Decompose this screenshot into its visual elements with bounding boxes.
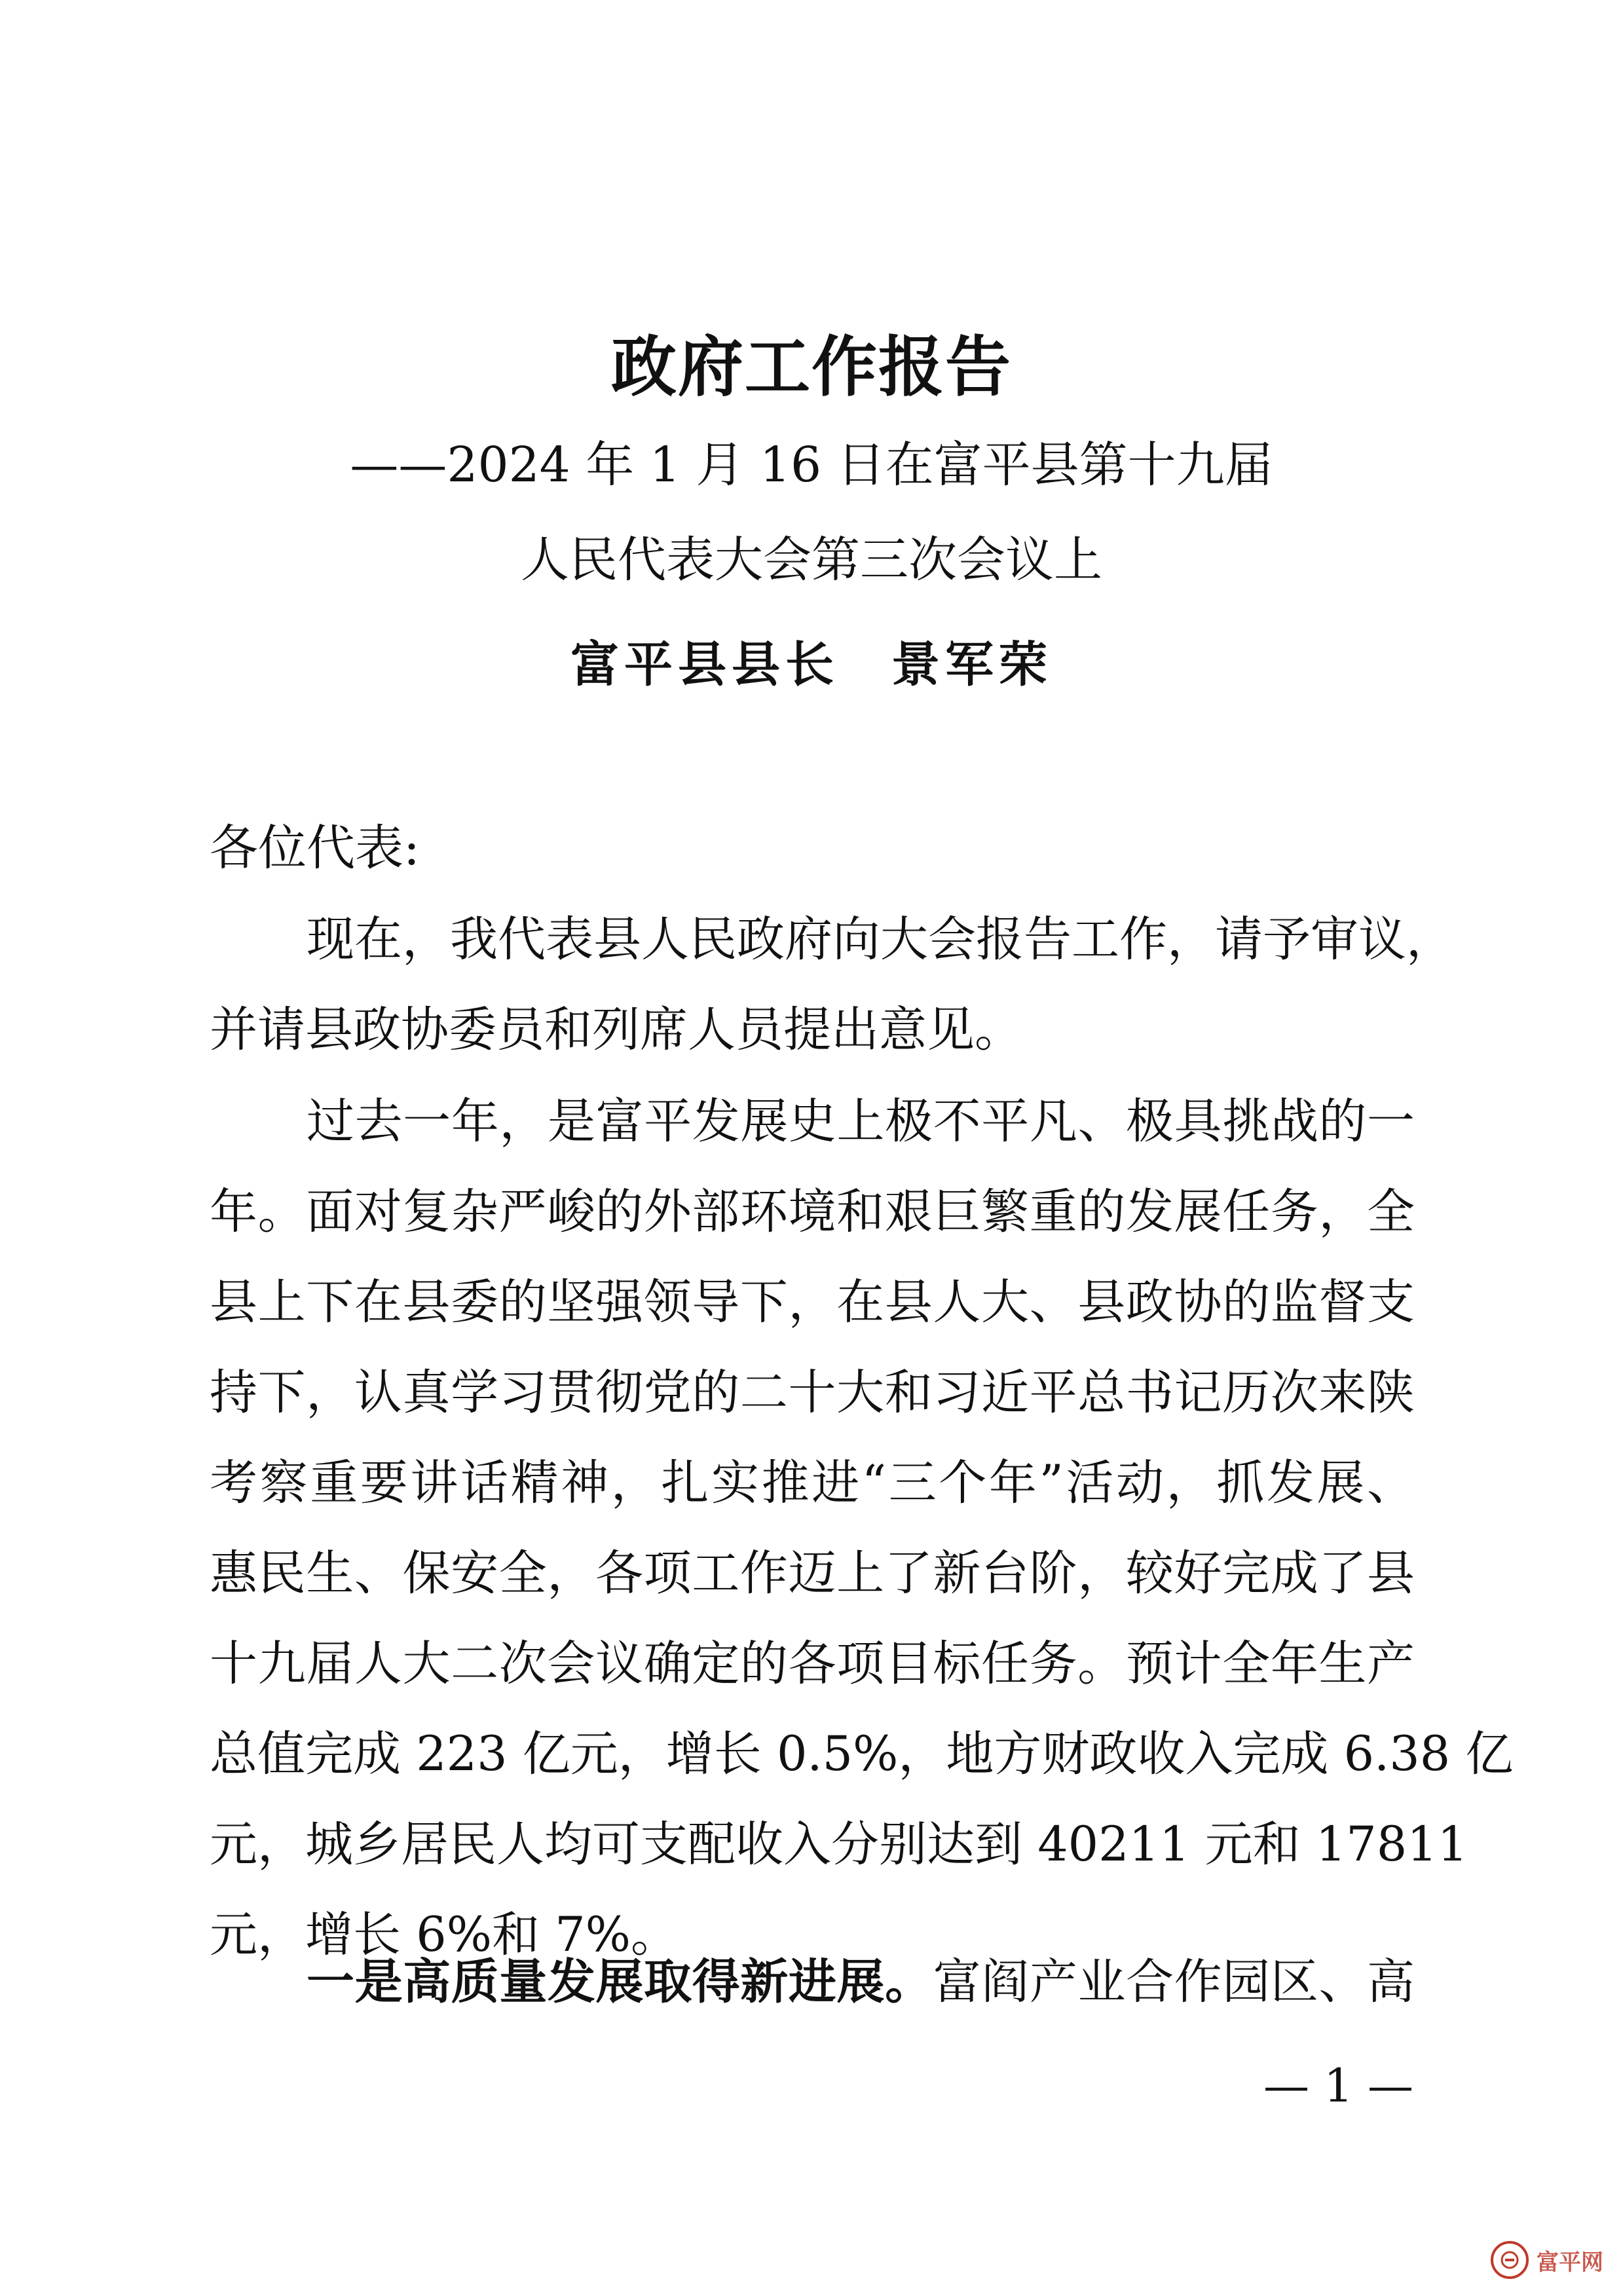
paragraph-line: 持下，认真学习贯彻党的二十大和习近平总书记历次来陕 xyxy=(210,1365,1415,1420)
subtitle-line-1: ——2024 年 1 月 16 日在富平县第十九届 xyxy=(350,437,1273,493)
section-heading: 一是高质量发展取得新进展。 xyxy=(307,1954,933,2010)
paragraph-line: 惠民生、保安全，各项工作迈上了新台阶，较好完成了县 xyxy=(210,1546,1415,1601)
document-title: 政府工作报告 xyxy=(611,328,1012,405)
paragraph-2 xyxy=(210,1089,1514,1993)
paragraph-line: 元，城乡居民人均可支配收入分别达到 40211 元和 17811 xyxy=(210,1817,1468,1872)
greeting: 各位代表: xyxy=(210,820,420,876)
paragraph-line: 十九届人大二次会议确定的各项目标任务。预计全年生产 xyxy=(210,1636,1415,1692)
site-logo-icon xyxy=(1491,2241,1529,2279)
author-title: 富平县县长 xyxy=(570,637,839,693)
paragraph-line: 县上下在县委的坚强领导下，在县人大、县政协的监督支 xyxy=(210,1274,1415,1330)
paragraph-line: 考察重要讲话精神，扎实推进“三个年”活动，抓发展、 xyxy=(210,1455,1415,1511)
paragraph-1 xyxy=(210,907,1454,1088)
paragraph-line: 总值完成 223 亿元，增长 0.5%，地方财政收入完成 6.38 亿 xyxy=(210,1726,1514,1782)
paragraph-line: 过去一年，是富平发展史上极不平凡、极具挑战的一 xyxy=(307,1094,1415,1149)
paragraph-line xyxy=(210,1950,1415,2040)
author-line xyxy=(0,632,1623,697)
paragraph-3 xyxy=(210,1950,1415,2040)
subtitle-line-2: 人民代表大会第三次会议上 xyxy=(521,532,1102,588)
author-name: 景军荣 xyxy=(891,637,1053,693)
paragraph-line: 年。面对复杂严峻的外部环境和艰巨繁重的发展任务，全 xyxy=(210,1184,1415,1240)
section-text: 富阎产业合作园区、高 xyxy=(933,1954,1415,2010)
watermark-text: 富平网 xyxy=(1537,2250,1603,2275)
paragraph-line: 现在，我代表县人民政府向大会报告工作，请予审议， xyxy=(307,912,1454,967)
watermark xyxy=(1491,2241,1603,2279)
paragraph-line: 元，增长 6%和 7%。 xyxy=(210,1907,679,1963)
page-number: — 1 — xyxy=(1263,2059,1413,2113)
paragraph-line: 并请县政协委员和列席人员提出意见。 xyxy=(210,1002,1022,1058)
